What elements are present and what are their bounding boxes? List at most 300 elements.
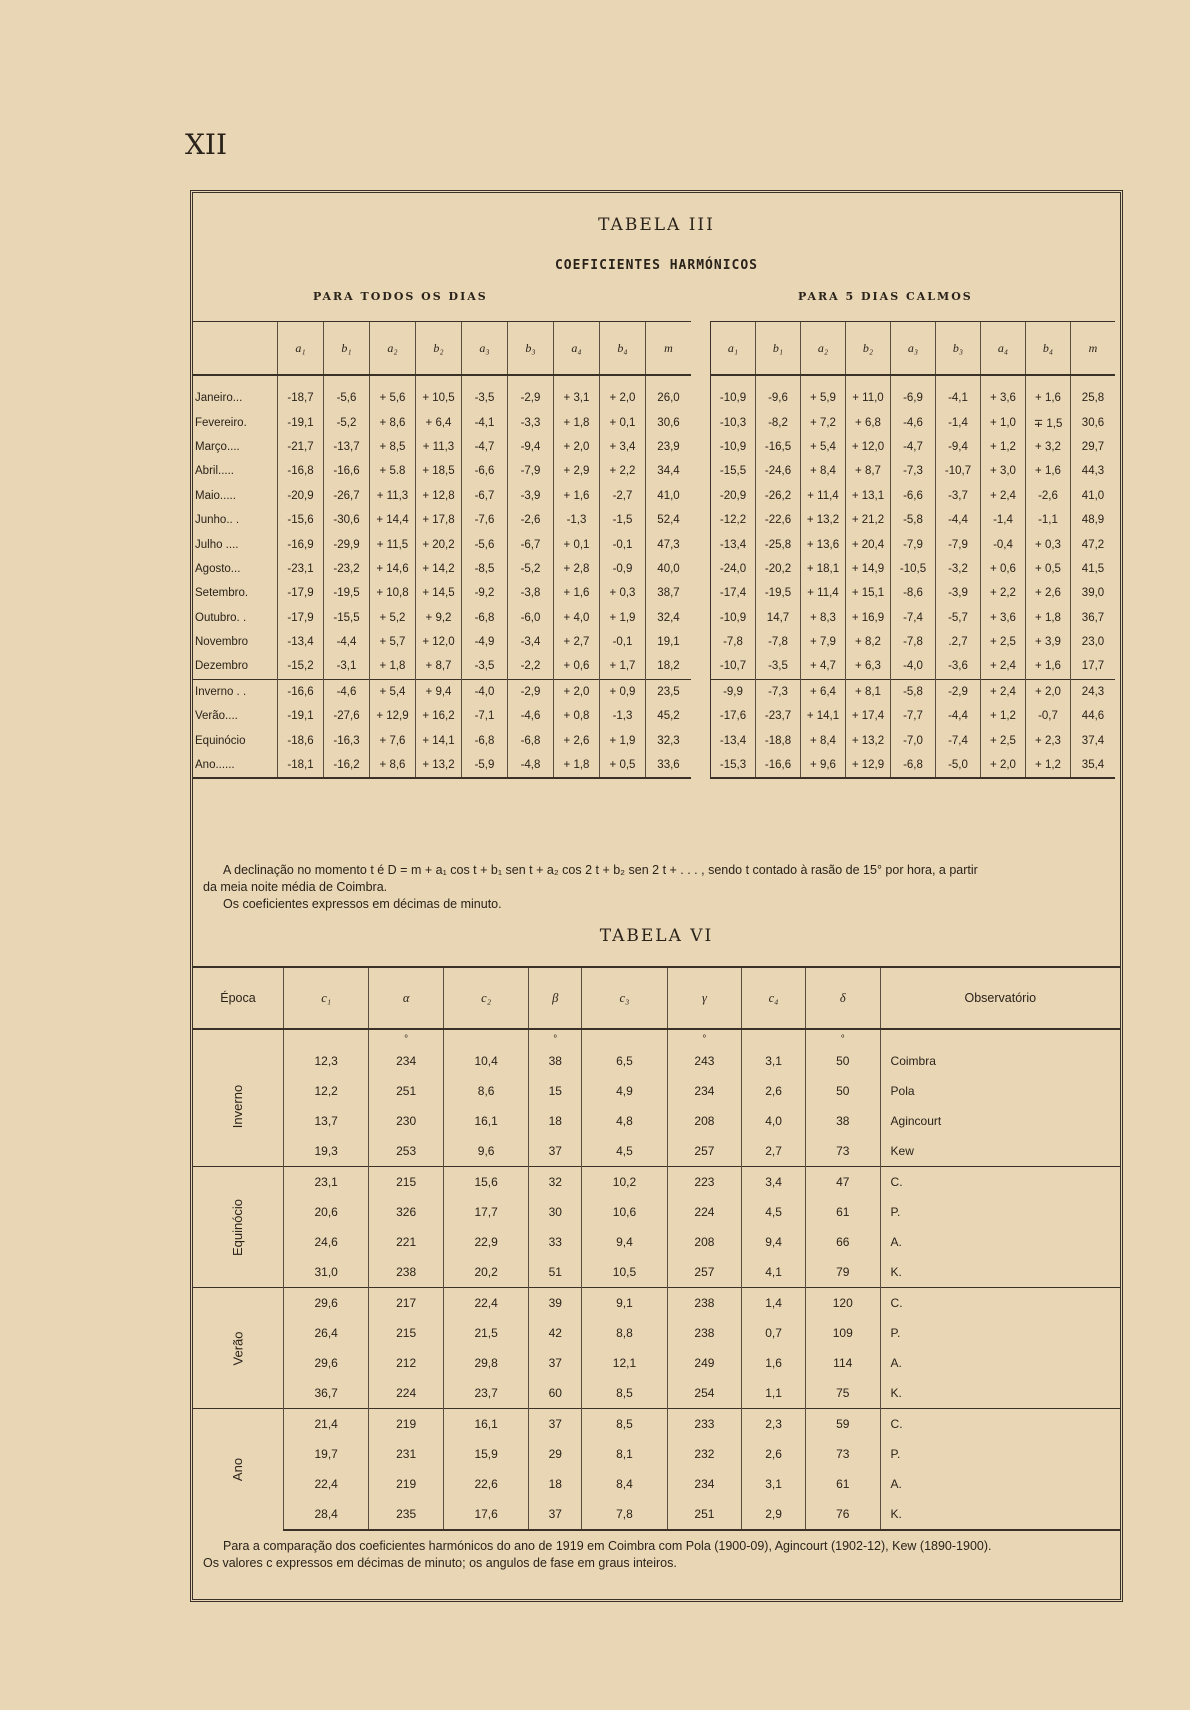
table-row (711, 728, 1116, 752)
degree-row (193, 1029, 1120, 1046)
value-cell: 4,5 (742, 1197, 806, 1227)
value-cell: + 5,4 (370, 679, 416, 704)
degree-mark: ° (805, 1029, 880, 1046)
value-cell: 16,1 (443, 1409, 528, 1440)
value-cell: + 2,6 (554, 728, 600, 752)
value-cell: 4,0 (742, 1106, 806, 1136)
table-row (193, 1227, 1120, 1257)
value-cell: -7,9 (508, 459, 554, 483)
value-cell: + 8,7 (846, 459, 891, 483)
value-cell: -4,9 (462, 630, 508, 654)
value-cell: 45,2 (646, 704, 692, 728)
value-cell: + 17,4 (846, 704, 891, 728)
value-cell: 251 (369, 1076, 444, 1106)
value-cell: -10,5 (891, 557, 936, 581)
value-cell: 59 (805, 1409, 880, 1440)
value-cell: 22,6 (443, 1469, 528, 1499)
value-cell: + 14,2 (416, 557, 462, 581)
value-cell: -5,8 (891, 508, 936, 532)
row-label: Equinócio (195, 734, 246, 747)
value-cell: + 0,9 (600, 679, 646, 704)
observatory-cell: Pola (880, 1076, 1120, 1106)
value-cell: -3,9 (936, 581, 981, 605)
value-cell: 23,5 (646, 679, 692, 704)
table-row (193, 1318, 1120, 1348)
value-cell: 20,2 (443, 1257, 528, 1288)
value-cell: 29 (529, 1439, 582, 1469)
value-cell: -5,2 (324, 410, 370, 434)
value-cell: 208 (667, 1106, 742, 1136)
value-cell: -7,4 (891, 606, 936, 630)
value-cell: 215 (369, 1167, 444, 1198)
column-header: b₃ (936, 322, 981, 376)
column-header: Observatório (880, 967, 1120, 1029)
degree-mark (284, 1029, 369, 1046)
row-label: Outubro. . (195, 611, 247, 624)
tabela6-table (193, 966, 1120, 1531)
value-cell: -2,2 (508, 654, 554, 679)
value-cell: 23,1 (284, 1167, 369, 1198)
value-cell: + 1,2 (981, 704, 1026, 728)
value-cell: 36,7 (284, 1378, 369, 1409)
tabela3-left-table (193, 321, 691, 779)
value-cell: + 12,8 (416, 484, 462, 508)
tabela3-note-line3: Os coeficientes expressos em décimas de minuto. (223, 897, 502, 911)
value-cell: -10,7 (711, 654, 756, 679)
degree-mark: ° (529, 1029, 582, 1046)
column-header: m (646, 322, 692, 376)
value-cell: 12,1 (582, 1348, 667, 1378)
table-row (193, 679, 691, 704)
row-label: Setembro. (195, 587, 249, 600)
value-cell: 33 (529, 1227, 582, 1257)
value-cell: -8,6 (891, 581, 936, 605)
value-cell: 257 (667, 1136, 742, 1167)
value-cell: + 1,9 (600, 606, 646, 630)
value-cell: + 18,5 (416, 459, 462, 483)
value-cell: + 14,5 (416, 581, 462, 605)
value-cell: + 20,4 (846, 532, 891, 556)
value-cell: + 9,2 (416, 606, 462, 630)
value-cell: 3,4 (742, 1167, 806, 1198)
value-cell: + 14,6 (370, 557, 416, 581)
observatory-cell: C. (880, 1167, 1120, 1198)
value-cell: 0,7 (742, 1318, 806, 1348)
value-cell: 73 (805, 1136, 880, 1167)
value-cell: 238 (667, 1288, 742, 1319)
value-cell: 234 (667, 1469, 742, 1499)
value-cell: + 7,9 (801, 630, 846, 654)
row-label: Fevereiro. (195, 416, 247, 429)
value-cell: + 7,6 (370, 728, 416, 752)
value-cell: 215 (369, 1318, 444, 1348)
value-cell: 15 (529, 1076, 582, 1106)
value-cell: + 1,6 (1026, 654, 1071, 679)
value-cell: -15,6 (278, 508, 324, 532)
value-cell: + 2,7 (554, 630, 600, 654)
value-cell: 17,6 (443, 1499, 528, 1530)
table-row (193, 1136, 1120, 1167)
value-cell: 10,4 (443, 1046, 528, 1076)
value-cell: 12,2 (284, 1076, 369, 1106)
table-row (193, 459, 691, 483)
observatory-cell: P. (880, 1197, 1120, 1227)
value-cell: + 13,2 (846, 728, 891, 752)
column-header: γ (667, 967, 742, 1029)
column-header: Época (193, 967, 284, 1029)
table-row (193, 1439, 1120, 1469)
value-cell: -5,9 (462, 753, 508, 778)
value-cell: -1,4 (936, 410, 981, 434)
tabela6-note (203, 1538, 1103, 1572)
value-cell: 14,7 (756, 606, 801, 630)
value-cell: 10,2 (582, 1167, 667, 1198)
value-cell: 12,3 (284, 1046, 369, 1076)
value-cell: + 6,4 (801, 679, 846, 704)
observatory-cell: A. (880, 1227, 1120, 1257)
value-cell: + 11,3 (370, 484, 416, 508)
value-cell: 8,5 (582, 1409, 667, 1440)
value-cell: 234 (369, 1046, 444, 1076)
value-cell: + 1,6 (554, 581, 600, 605)
value-cell: -1,3 (600, 704, 646, 728)
tabela3-title: TABELA III (598, 215, 715, 235)
value-cell: 38,7 (646, 581, 692, 605)
value-cell: 30,6 (646, 410, 692, 434)
page-number: XII (185, 128, 228, 161)
value-cell: 7,8 (582, 1499, 667, 1530)
column-header: b₂ (416, 322, 462, 376)
value-cell: + 15,1 (846, 581, 891, 605)
value-cell: -3,3 (508, 410, 554, 434)
value-cell: + 6,4 (416, 410, 462, 434)
value-cell: + 8,5 (370, 435, 416, 459)
value-cell: 3,1 (742, 1469, 806, 1499)
value-cell: .2,7 (936, 630, 981, 654)
value-cell: + 0,3 (600, 581, 646, 605)
column-header: c₁ (284, 967, 369, 1029)
header-row (193, 967, 1120, 1029)
value-cell: 61 (805, 1469, 880, 1499)
value-cell: -3,6 (936, 654, 981, 679)
value-cell: -4,7 (462, 435, 508, 459)
value-cell: 221 (369, 1227, 444, 1257)
value-cell: + 14,9 (846, 557, 891, 581)
value-cell: -22,6 (756, 508, 801, 532)
value-cell: + 0,3 (1026, 532, 1071, 556)
value-cell: + 2,0 (1026, 679, 1071, 704)
value-cell: + 2,5 (981, 728, 1026, 752)
column-header: α (369, 967, 444, 1029)
value-cell: 13,7 (284, 1106, 369, 1136)
value-cell: -9,6 (756, 375, 801, 410)
value-cell: 219 (369, 1409, 444, 1440)
tabela6-note-line1: Para a comparação dos coeficientes harmónicos do ano de 1919 em Coimbra com Pola (1900-09), Agincourt (1902-12), Kew (1890-1900). (223, 1539, 992, 1553)
observatory-cell: Coimbra (880, 1046, 1120, 1076)
value-cell: 19,7 (284, 1439, 369, 1469)
value-cell: 44,6 (1071, 704, 1116, 728)
value-cell: 48,9 (1071, 508, 1116, 532)
tabela3-note (203, 862, 1103, 913)
column-header: b₃ (508, 322, 554, 376)
value-cell: -1,1 (1026, 508, 1071, 532)
value-cell: -10,9 (711, 606, 756, 630)
column-header: b₄ (1026, 322, 1071, 376)
header-row (711, 322, 1116, 376)
value-cell: 61 (805, 1197, 880, 1227)
value-cell: + 1,6 (554, 484, 600, 508)
table-row (193, 630, 691, 654)
observatory-cell: C. (880, 1288, 1120, 1319)
value-cell: -5,0 (936, 753, 981, 778)
value-cell: + 20,2 (416, 532, 462, 556)
value-cell: + 0,8 (554, 704, 600, 728)
observatory-cell: A. (880, 1348, 1120, 1378)
table-row (711, 435, 1116, 459)
table-row (193, 1076, 1120, 1106)
value-cell: + 5,7 (370, 630, 416, 654)
value-cell: -3,9 (508, 484, 554, 508)
value-cell: + 0,1 (600, 410, 646, 434)
value-cell: + 8,6 (370, 753, 416, 778)
value-cell: 18 (529, 1469, 582, 1499)
value-cell: -0,7 (1026, 704, 1071, 728)
value-cell: -4,1 (462, 410, 508, 434)
observatory-cell: K. (880, 1499, 1120, 1530)
value-cell: -6,7 (462, 484, 508, 508)
value-cell: + 3,6 (981, 606, 1026, 630)
table-row (193, 1288, 1120, 1319)
value-cell: -6,6 (891, 484, 936, 508)
observatory-cell: Agincourt (880, 1106, 1120, 1136)
value-cell: + 12,0 (416, 630, 462, 654)
value-cell: -4,6 (508, 704, 554, 728)
value-cell: 4,8 (582, 1106, 667, 1136)
value-cell: 18 (529, 1106, 582, 1136)
table-row (193, 581, 691, 605)
value-cell: 109 (805, 1318, 880, 1348)
table-row (193, 557, 691, 581)
value-cell: 29,7 (1071, 435, 1116, 459)
value-cell: 243 (667, 1046, 742, 1076)
value-cell: + 2,2 (600, 459, 646, 483)
value-cell: 21,4 (284, 1409, 369, 1440)
value-cell: 41,5 (1071, 557, 1116, 581)
page-frame (190, 190, 1123, 1602)
value-cell: + 9,6 (801, 753, 846, 778)
value-cell: 257 (667, 1257, 742, 1288)
row-label: Março.... (195, 440, 240, 453)
value-cell: + 1,8 (370, 654, 416, 679)
value-cell: 44,3 (1071, 459, 1116, 483)
value-cell: + 17,8 (416, 508, 462, 532)
value-cell: -6,8 (462, 606, 508, 630)
value-cell: -2,7 (600, 484, 646, 508)
value-cell: + 8,4 (801, 728, 846, 752)
value-cell: + 3,6 (981, 375, 1026, 410)
table-row (193, 1499, 1120, 1530)
value-cell: + 16,9 (846, 606, 891, 630)
value-cell: 60 (529, 1378, 582, 1409)
value-cell: 76 (805, 1499, 880, 1530)
value-cell: 4,5 (582, 1136, 667, 1167)
value-cell: 50 (805, 1046, 880, 1076)
table-row (193, 375, 691, 410)
value-cell: -15,3 (711, 753, 756, 778)
value-cell: 29,8 (443, 1348, 528, 1378)
value-cell: -6,6 (462, 459, 508, 483)
value-cell: + 1,8 (554, 753, 600, 778)
column-header: b₁ (756, 322, 801, 376)
value-cell: 1,6 (742, 1348, 806, 1378)
value-cell: + 2,4 (981, 679, 1026, 704)
value-cell: + 1,0 (981, 410, 1026, 434)
value-cell: 212 (369, 1348, 444, 1378)
value-cell: -13,4 (278, 630, 324, 654)
value-cell: + 1,6 (1026, 375, 1071, 410)
value-cell: + 12,9 (370, 704, 416, 728)
value-cell: + 1,8 (554, 410, 600, 434)
value-cell: + 18,1 (801, 557, 846, 581)
value-cell: -17,4 (711, 581, 756, 605)
value-cell: 39 (529, 1288, 582, 1319)
row-label: Abril..... (195, 465, 234, 478)
value-cell: -23,1 (278, 557, 324, 581)
table-row (711, 606, 1116, 630)
value-cell: -4,4 (936, 704, 981, 728)
value-cell: -4,0 (462, 679, 508, 704)
value-cell: + 8,3 (801, 606, 846, 630)
epoca-text: Ano (230, 1457, 246, 1482)
epoca-label (193, 1288, 284, 1409)
value-cell: -7,7 (891, 704, 936, 728)
value-cell: 23,0 (1071, 630, 1116, 654)
value-cell: 66 (805, 1227, 880, 1257)
value-cell: -16,9 (278, 532, 324, 556)
value-cell: 37 (529, 1136, 582, 1167)
value-cell: 79 (805, 1257, 880, 1288)
column-header: β (529, 967, 582, 1029)
table-row (193, 728, 691, 752)
value-cell: -4,4 (936, 508, 981, 532)
value-cell: -4,6 (324, 679, 370, 704)
epoca-text: Equinócio (230, 1198, 246, 1256)
table-row (711, 532, 1116, 556)
value-cell: -7,3 (756, 679, 801, 704)
value-cell: + 2,4 (981, 484, 1026, 508)
value-cell: + 2,3 (1026, 728, 1071, 752)
value-cell: -26,2 (756, 484, 801, 508)
value-cell: 37,4 (1071, 728, 1116, 752)
value-cell: 31,0 (284, 1257, 369, 1288)
value-cell: 18,2 (646, 654, 692, 679)
column-header: a₄ (554, 322, 600, 376)
value-cell: 32,3 (646, 728, 692, 752)
tabela6-note-line2: Os valores c expressos em décimas de minuto; os angulos de fase em graus inteiros. (203, 1556, 677, 1570)
observatory-cell: K. (880, 1378, 1120, 1409)
value-cell: 35,4 (1071, 753, 1116, 778)
value-cell: -7,6 (462, 508, 508, 532)
value-cell: + 3,1 (554, 375, 600, 410)
value-cell: 23,9 (646, 435, 692, 459)
value-cell: -0,9 (600, 557, 646, 581)
value-cell: 235 (369, 1499, 444, 1530)
column-header: c₄ (742, 967, 806, 1029)
value-cell: + 2,5 (981, 630, 1026, 654)
value-cell: 10,5 (582, 1257, 667, 1288)
value-cell: -15,5 (711, 459, 756, 483)
value-cell: 8,6 (443, 1076, 528, 1106)
value-cell: 8,5 (582, 1378, 667, 1409)
value-cell: -10,9 (711, 435, 756, 459)
value-cell: 9,6 (443, 1136, 528, 1167)
value-cell: -16,3 (324, 728, 370, 752)
value-cell: 41,0 (646, 484, 692, 508)
degree-mark (742, 1029, 806, 1046)
value-cell: 47,3 (646, 532, 692, 556)
value-cell: -3,4 (508, 630, 554, 654)
value-cell: -3,5 (462, 654, 508, 679)
value-cell: 38 (529, 1046, 582, 1076)
degree-spacer (193, 1029, 284, 1046)
value-cell: + 13,1 (846, 484, 891, 508)
value-cell: 233 (667, 1409, 742, 1440)
value-cell: -4,7 (891, 435, 936, 459)
value-cell: -7,0 (891, 728, 936, 752)
value-cell: + 2,4 (981, 654, 1026, 679)
table-row (193, 1257, 1120, 1288)
column-header: a₄ (981, 322, 1026, 376)
value-cell: + 6,8 (846, 410, 891, 434)
value-cell: -4,4 (324, 630, 370, 654)
value-cell: + 2,2 (981, 581, 1026, 605)
value-cell: + 8,1 (846, 679, 891, 704)
degree-mark (880, 1029, 1120, 1046)
value-cell: -29,9 (324, 532, 370, 556)
tabela3-subtitle: COEFICIENTES HARMÓNICOS (554, 258, 758, 273)
value-cell: -5,7 (936, 606, 981, 630)
table-row (711, 679, 1116, 704)
table-row (193, 753, 691, 778)
value-cell: 37 (529, 1348, 582, 1378)
value-cell: + 2,0 (981, 753, 1026, 778)
epoca-text: Inverno (230, 1084, 246, 1128)
value-cell: 217 (369, 1288, 444, 1319)
table-row (711, 459, 1116, 483)
value-cell: -3,5 (756, 654, 801, 679)
value-cell: + 14,1 (801, 704, 846, 728)
value-cell: 32 (529, 1167, 582, 1198)
value-cell: 47 (805, 1167, 880, 1198)
epoca-label (193, 1409, 284, 1531)
value-cell: -24,6 (756, 459, 801, 483)
value-cell: 41,0 (1071, 484, 1116, 508)
column-header: δ (805, 967, 880, 1029)
value-cell: -16,6 (278, 679, 324, 704)
value-cell: 15,6 (443, 1167, 528, 1198)
value-cell: + 13,2 (801, 508, 846, 532)
value-cell: 30 (529, 1197, 582, 1227)
value-cell: -7,8 (711, 630, 756, 654)
value-cell: 22,4 (443, 1288, 528, 1319)
value-cell: 223 (667, 1167, 742, 1198)
value-cell: + 5,2 (370, 606, 416, 630)
value-cell: -15,5 (324, 606, 370, 630)
value-cell: -16,2 (324, 753, 370, 778)
value-cell: -13,4 (711, 532, 756, 556)
value-cell: + 1,2 (981, 435, 1026, 459)
value-cell: -13,4 (711, 728, 756, 752)
